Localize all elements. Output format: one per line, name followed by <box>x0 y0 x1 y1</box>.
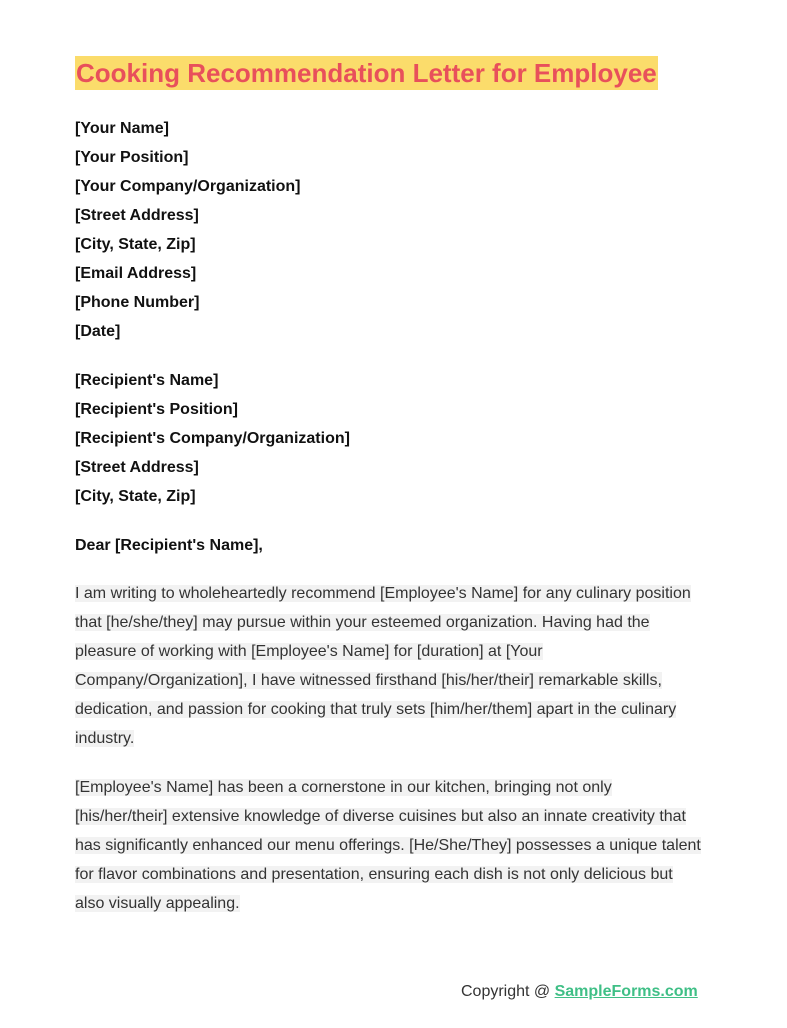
body-paragraph-2 <box>75 773 705 918</box>
recipient-position: [Recipient's Position] <box>75 401 238 418</box>
body-paragraph-1 <box>75 579 705 753</box>
page-title: Cooking Recommendation Letter for Employee <box>76 58 657 88</box>
salutation: Dear [Recipient's Name], <box>75 537 263 554</box>
letter-page <box>75 56 715 934</box>
body-paragraph-2-text: [Employee's Name] has been a cornerstone in our kitchen, bringing not only [his/her/their] extensive knowledge of diverse cuisines but also an innate creativity that has significantly enhanced our menu offerings. [He/She/They] possesses a unique talent for flavor combinations and presentation, ensuring each dish is not only delicious but also visually appealing. <box>75 779 701 912</box>
recipient-company: [Recipient's Company/Organization] <box>75 430 350 447</box>
sender-phone: [Phone Number] <box>75 294 200 311</box>
recipient-street: [Street Address] <box>75 459 199 476</box>
sender-street: [Street Address] <box>75 207 199 224</box>
recipient-name: [Recipient's Name] <box>75 372 219 389</box>
sender-position: [Your Position] <box>75 149 189 166</box>
copyright-footer <box>461 981 698 1003</box>
copyright-prefix: Copyright @ <box>461 983 555 1000</box>
letter-date: [Date] <box>75 323 121 340</box>
sender-address-block <box>75 114 715 346</box>
body-paragraph-1-text: I am writing to wholeheartedly recommend [Employee's Name] for any culinary position that [he/she/they] may pursue within your esteemed organization. Having had the pleasure of working with [Employee's Name] for [duration] at [Your Company/Organization], I have witnessed firsthand [his/her/their] remarkable skills, dedication, and passion for cooking that truly sets [him/her/them] apart in the culinary industry. <box>75 585 691 747</box>
sender-name: [Your Name] <box>75 120 169 137</box>
sender-email: [Email Address] <box>75 265 197 282</box>
sender-company: [Your Company/Organization] <box>75 178 301 195</box>
sampleforms-link[interactable]: SampleForms.com <box>554 983 698 1000</box>
sender-city-state-zip: [City, State, Zip] <box>75 236 196 253</box>
recipient-city-state-zip: [City, State, Zip] <box>75 488 196 505</box>
recipient-address-block <box>75 366 715 511</box>
